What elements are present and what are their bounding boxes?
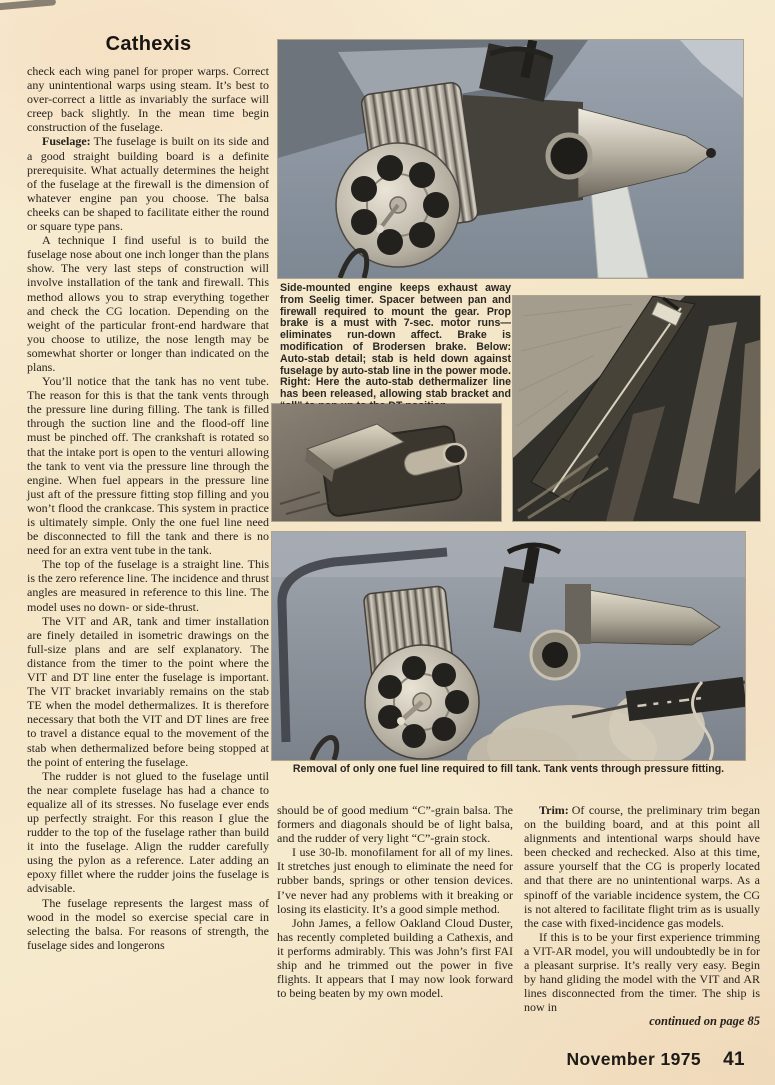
- paragraph-text: Of course, the preliminary trim began on the building board, and at this point all alignments and intentional warps should have been checked and rechecked. Also at this time, assure yourself that the CG is properly located and that there are no unintentional warps. As a spinoff of the variable incidence system, the CG is not altered to facilitate flight trim as is usually the case with fixed-incidence gas models.: [524, 803, 760, 930]
- photo-auto-stab-released-image: [513, 296, 760, 521]
- body-paragraph: John James, a fellow Oakland Cloud Duster, has recently completed building a Cathexis, and it performs admirably. This was John’s first FAI ship and he trimmed out the power in five flights. It appears that I may now look forward to being beaten by my own model.: [277, 915, 513, 1001]
- right-text-column: [524, 803, 760, 1029]
- body-paragraph: I use 30-lb. monofilament for all of my lines. It stretches just enough to eliminate the need for rubber bands, springs or other tension devices. I’ve never had any problems with it breaking or losing its elasticity. It’s a good simple method.: [277, 845, 513, 916]
- photo-auto-stab-detail-image: [272, 404, 501, 521]
- body-paragraph: If this is to be your first experience trimming a VIT-AR model, you will undoubtedly be in for a pleasant surprise. It’s really very easy. Begin by hand gliding the model with the VIT and AR lines disconnected from the timer. The ship is now in: [524, 929, 760, 1015]
- body-paragraph: You’ll notice that the tank has no vent tube. The reason for this is that the tank vents through the pressure line during filling. The tank is filled through the suction line and the flood-off line must be pinched off. The crankshaft is rotated so that the intake port is open to the venturi allowing the tank to vent via the pressure line through the engine. When fuel appears in the pressure line just aft of the pressure fitting stop filling and you won’t flood the crankcase. This system in practice is ultimately simple. Only the one fuel line need be disconnected to fill the tank and there is no need for an extra vent tube in the tank.: [27, 374, 269, 558]
- paragraph-lead: Trim:: [539, 803, 569, 817]
- photo-auto-stab-released: [513, 296, 760, 521]
- photo-caption-bottom: Removal of only one fuel line required to fill tank. Tank vents through pressure fitting.: [292, 763, 725, 775]
- photo-fuel-line-fill-image: [272, 532, 745, 760]
- body-paragraph: The top of the fuselage is a straight line. This is the zero reference line. The incidence and thrust angles are measured in reference to this line. The model uses no down- or side-thrust.: [27, 557, 269, 614]
- body-paragraph: should be of good medium “C”-grain balsa. The formers and diagonals should be of light balsa, and the rudder of very light “C”-grain stock.: [277, 803, 513, 846]
- photo-fuel-line-fill: [272, 532, 745, 760]
- continued-note: continued on page 85: [649, 1014, 760, 1029]
- paragraph-text: The fuselage is built on its side and a good straight building board is a definite prerequisite. What actually determines the height of the fuselage at the firewall is the dimension of whatever engine pan you choose. The balsa cheeks can be shaped to facilitate either the round or square type pans.: [27, 134, 269, 234]
- article-title: Cathexis: [105, 33, 192, 55]
- page-number: 41: [723, 1049, 745, 1070]
- paragraph-lead: Fuselage:: [42, 134, 91, 149]
- body-paragraph: A technique I find useful is to build the fuselage nose about one inch longer than the plans show. The very last steps of construction will involve installation of the tank and firewall. This method allows you to strap everything together and check the CG location. Depending on the weight of the particular front-end hardware that you choose to utilize, the nose length may be somewhat shorter or longer than indicated on the plans.: [27, 233, 269, 374]
- photo-side-mounted-engine-image: [278, 40, 743, 278]
- body-paragraph: [27, 134, 269, 233]
- body-paragraph: The fuselage represents the largest mass of wood in the model so exercise special care in selecting the balsa. For reasons of strength, the fuselage sides and longerons: [27, 895, 269, 952]
- page-footer: [566, 1049, 745, 1071]
- left-text-column: [27, 64, 269, 952]
- photo-side-mounted-engine: [278, 40, 743, 278]
- issue-date: November 1975: [566, 1049, 702, 1069]
- body-paragraph: The rudder is not glued to the fuselage until the near complete fuselage has had a chance to equalize all of its stresses. No fuselage ever ends up perfectly straight. For this reason I glue the rudder to the top of the fuselage rather than build it into the fuselage. Align the rudder carefully using the pylon as a reference. Later adding an epoxy fillet where the rudder joins the fuselage is advisable.: [27, 768, 269, 896]
- body-paragraph: The VIT and AR, tank and timer installation are finely detailed in isometric drawings on the full-size plans and are self explanatory. The distance from the timer to the point where the VIT and DT line enter the fuselage is important. The VIT bracket invariably remains on the stab TE when the model dethermalizes. It is therefore necessary that both the VIT and DT lines are free to travel a distance equal to the movement of the stab when dethermalized before being stopped at the point of entering the fuselage.: [27, 613, 269, 769]
- body-paragraph: check each wing panel for proper warps. Correct any unintentional warps using steam. It’s best to over-correct a little as invariably the surface will creep back slightly. In the mean time begin construction of the fuselage.: [27, 64, 269, 135]
- middle-text-column: [277, 803, 513, 1000]
- photo-caption-top: Side-mounted engine keeps exhaust away from Seelig timer. Spacer between pan and firewall required to mount the gear. Prop brake is a must with 7-sec. motor runs—eliminates run-down affect. Brake is modification of Brodersen brake. Below: Auto-stab detail; stab is held down against fuselage by auto-stab line in the power mode. Right: Here the auto-stab dethermalizer line has been released, allowing stab bracket and: [280, 282, 511, 401]
- body-paragraph: [524, 803, 760, 930]
- scan-edge-smudge: [0, 0, 56, 11]
- photo-auto-stab-detail: [272, 404, 501, 521]
